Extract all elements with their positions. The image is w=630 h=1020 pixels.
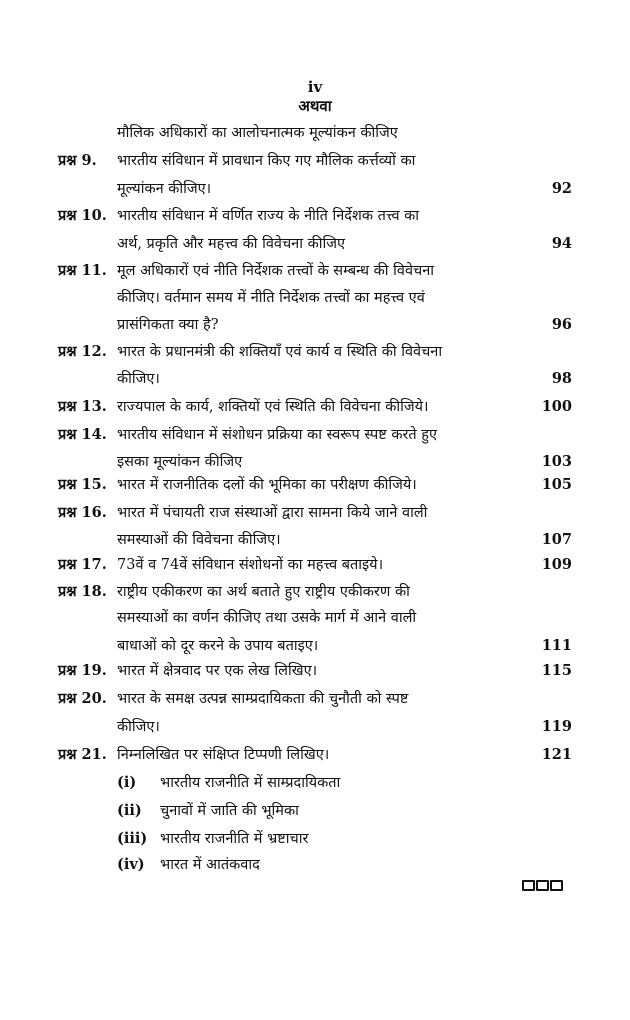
square-icon — [536, 880, 549, 891]
page-ref: 115 — [541, 662, 572, 679]
sub-item-text: भारत में आतंकवाद — [160, 857, 260, 873]
question-text: राज्यपाल के कार्य, शक्तियों एवं स्थिति की विवेचना कीजिये। — [117, 399, 429, 415]
sub-item-text: चुनावों में जाति की भूमिका — [160, 803, 299, 819]
question-text: समस्याओं का वर्णन कीजिए तथा उसके मार्ग में आने वाली — [117, 610, 417, 626]
sub-item-text: भारतीय राजनीति में साम्प्रदायिकता — [160, 775, 341, 791]
question-text: भारत में पंचायती राज संस्थाओं द्वारा सामना किये जाने वाली — [117, 505, 428, 521]
page-ref: 98 — [551, 370, 572, 387]
question-text: भारत के प्रधानमंत्री की शक्तियाँ एवं कार्य व स्थिति की विवेचना — [117, 344, 443, 360]
question-text: भारत में राजनीतिक दलों की भूमिका का परीक्षण कीजिये। — [117, 477, 417, 493]
question-label: प्रश्न 10. — [58, 207, 107, 224]
end-mark-icon — [522, 880, 563, 891]
page-ref: 100 — [541, 398, 572, 415]
question-text: इसका मूल्यांकन कीजिए — [117, 454, 243, 470]
question-text: समस्याओं की विवेचना कीजिए। — [117, 532, 281, 548]
page-ref: 92 — [551, 180, 572, 197]
page-ref: 107 — [541, 531, 572, 548]
square-icon — [522, 880, 535, 891]
question-label: प्रश्न 21. — [58, 746, 107, 763]
question-text: भारत के समक्ष उत्पन्न साम्प्रदायिकता की चुनौती को स्पष्ट — [117, 691, 409, 707]
question-text: कीजिए। — [117, 719, 160, 735]
square-icon — [550, 880, 563, 891]
intro-line: मौलिक अधिकारों का आलोचनात्मक मूल्यांकन कीजिए — [117, 125, 398, 141]
question-text: निम्नलिखित पर संक्षिप्त टिप्पणी लिखिए। — [117, 747, 330, 763]
page-number: iv — [307, 78, 323, 96]
question-label: प्रश्न 12. — [58, 343, 107, 360]
page-ref: 109 — [541, 556, 572, 573]
question-text: भारतीय संविधान में वर्णित राज्य के नीति निर्देशक तत्त्व का — [117, 208, 420, 224]
question-text: भारतीय संविधान में संशोधन प्रक्रिया का स्वरूप स्पष्ट करते हुए — [117, 427, 437, 443]
sub-item-text: भारतीय राजनीति में भ्रष्टाचार — [160, 831, 309, 847]
page-ref: 105 — [541, 476, 572, 493]
page-ref: 103 — [541, 453, 572, 470]
question-label: प्रश्न 18. — [58, 583, 107, 600]
question-label: प्रश्न 11. — [58, 262, 107, 279]
page-ref: 94 — [551, 235, 572, 252]
question-text: मूल अधिकारों एवं नीति निर्देशक तत्त्वों के सम्बन्ध की विवेचना — [117, 263, 435, 279]
sub-item-marker: (i) — [117, 774, 137, 791]
athava-heading: अथवा — [298, 97, 332, 115]
question-label: प्रश्न 16. — [58, 504, 107, 521]
question-text: राष्ट्रीय एकीकरण का अर्थ बताते हुए राष्ट्रीय एकीकरण की — [117, 584, 410, 600]
page-ref: 119 — [541, 718, 572, 735]
question-label: प्रश्न 20. — [58, 690, 107, 707]
sub-item-marker: (iii) — [117, 830, 148, 847]
question-text: अर्थ, प्रकृति और महत्त्व की विवेचना कीजिए — [117, 236, 346, 252]
question-label: प्रश्न 14. — [58, 426, 107, 443]
page-ref: 111 — [541, 637, 572, 654]
sub-item-marker: (iv) — [117, 856, 145, 873]
page-ref: 121 — [541, 746, 572, 763]
question-label: प्रश्न 15. — [58, 476, 107, 493]
question-text: भारत में क्षेत्रवाद पर एक लेख लिखिए। — [117, 663, 318, 679]
question-label: प्रश्न 17. — [58, 556, 107, 573]
question-label: प्रश्न 19. — [58, 662, 107, 679]
question-label: प्रश्न 13. — [58, 398, 107, 415]
question-text: बाधाओं को दूर करने के उपाय बताइए। — [117, 638, 319, 654]
question-text: प्रासंगिकता क्या है? — [117, 317, 219, 333]
question-text: कीजिए। — [117, 371, 160, 387]
question-text: मूल्यांकन कीजिए। — [117, 181, 212, 197]
question-text: कीजिए। वर्तमान समय में नीति निर्देशक तत्त्वों का महत्त्व एवं — [117, 290, 425, 306]
question-label: प्रश्न 9. — [58, 152, 97, 169]
question-text: 73वें व 74वें संविधान संशोधनों का महत्त्व बताइये। — [117, 557, 384, 573]
question-text: भारतीय संविधान में प्रावधान किए गए मौलिक कर्त्तव्यों का — [117, 153, 416, 169]
page-ref: 96 — [551, 316, 572, 333]
sub-item-marker: (ii) — [117, 802, 142, 819]
